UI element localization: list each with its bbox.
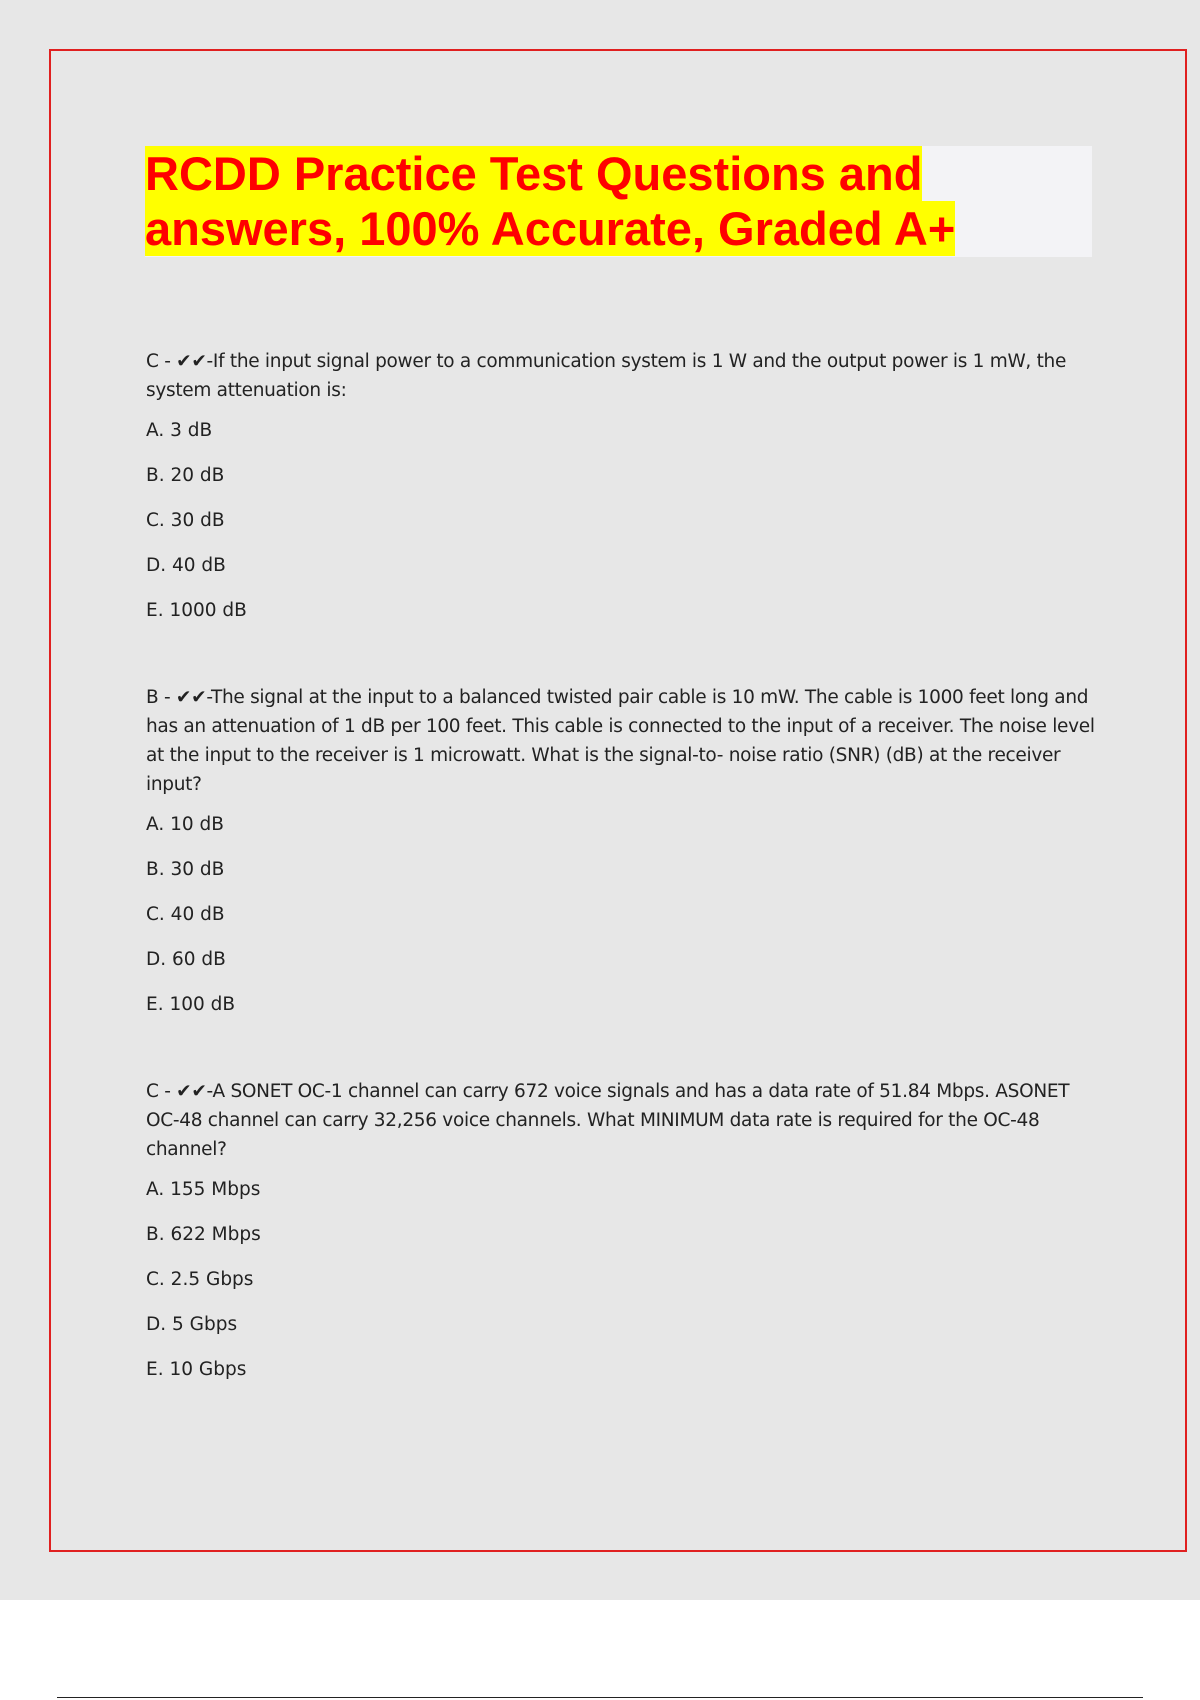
question-text: C - ✔✔-If the input signal power to a communication system is 1 W and the output power is 1 mW, the system attenuation is:: [146, 351, 1067, 401]
question-block: [146, 683, 1096, 1017]
answer-option: D. 60 dB: [146, 949, 226, 970]
title-line-1: RCDD Practice Test Questions and: [145, 147, 923, 200]
answer-option: B. 30 dB: [146, 859, 225, 880]
title-line-2: answers, 100% Accurate, Graded A+: [145, 202, 956, 255]
answer-option: E. 10 Gbps: [146, 1359, 247, 1380]
next-page-divider: [57, 1697, 1143, 1698]
answer-option: A. 3 dB: [146, 420, 213, 441]
answer-option: C. 2.5 Gbps: [146, 1269, 254, 1290]
answer-option: B. 20 dB: [146, 465, 225, 486]
answer-option: B. 622 Mbps: [146, 1224, 261, 1245]
answer-option: C. 30 dB: [146, 510, 225, 531]
answer-option: A. 10 dB: [146, 814, 224, 835]
answer-option: E. 100 dB: [146, 994, 236, 1015]
answer-option: D. 5 Gbps: [146, 1314, 238, 1335]
answer-option: E. 1000 dB: [146, 600, 247, 621]
question-list: [146, 347, 1096, 1442]
question-block: [146, 1077, 1096, 1382]
document-title: [145, 146, 1092, 257]
answer-option: A. 155 Mbps: [146, 1179, 261, 1200]
answer-option: D. 40 dB: [146, 555, 226, 576]
answer-option: C. 40 dB: [146, 904, 225, 925]
question-block: [146, 347, 1096, 623]
question-text: C - ✔✔-A SONET OC-1 channel can carry 672 voice signals and has a data rate of 51.84 Mbps. ASONET OC-48 channel can carry 32,256 voice channels. What MINIMUM data rate is required for the OC-48 channel?: [146, 1081, 1070, 1160]
question-text: B - ✔✔-The signal at the input to a balanced twisted pair cable is 10 mW. The cable is 1000 feet long and has an attenuation of 1 dB per 100 feet. This cable is connected to the input of a receiver. The noise level at the input to the receiver is 1 microwatt. What is the signal-to- noise ratio (SNR) (dB) at the receiver input?: [146, 687, 1095, 795]
